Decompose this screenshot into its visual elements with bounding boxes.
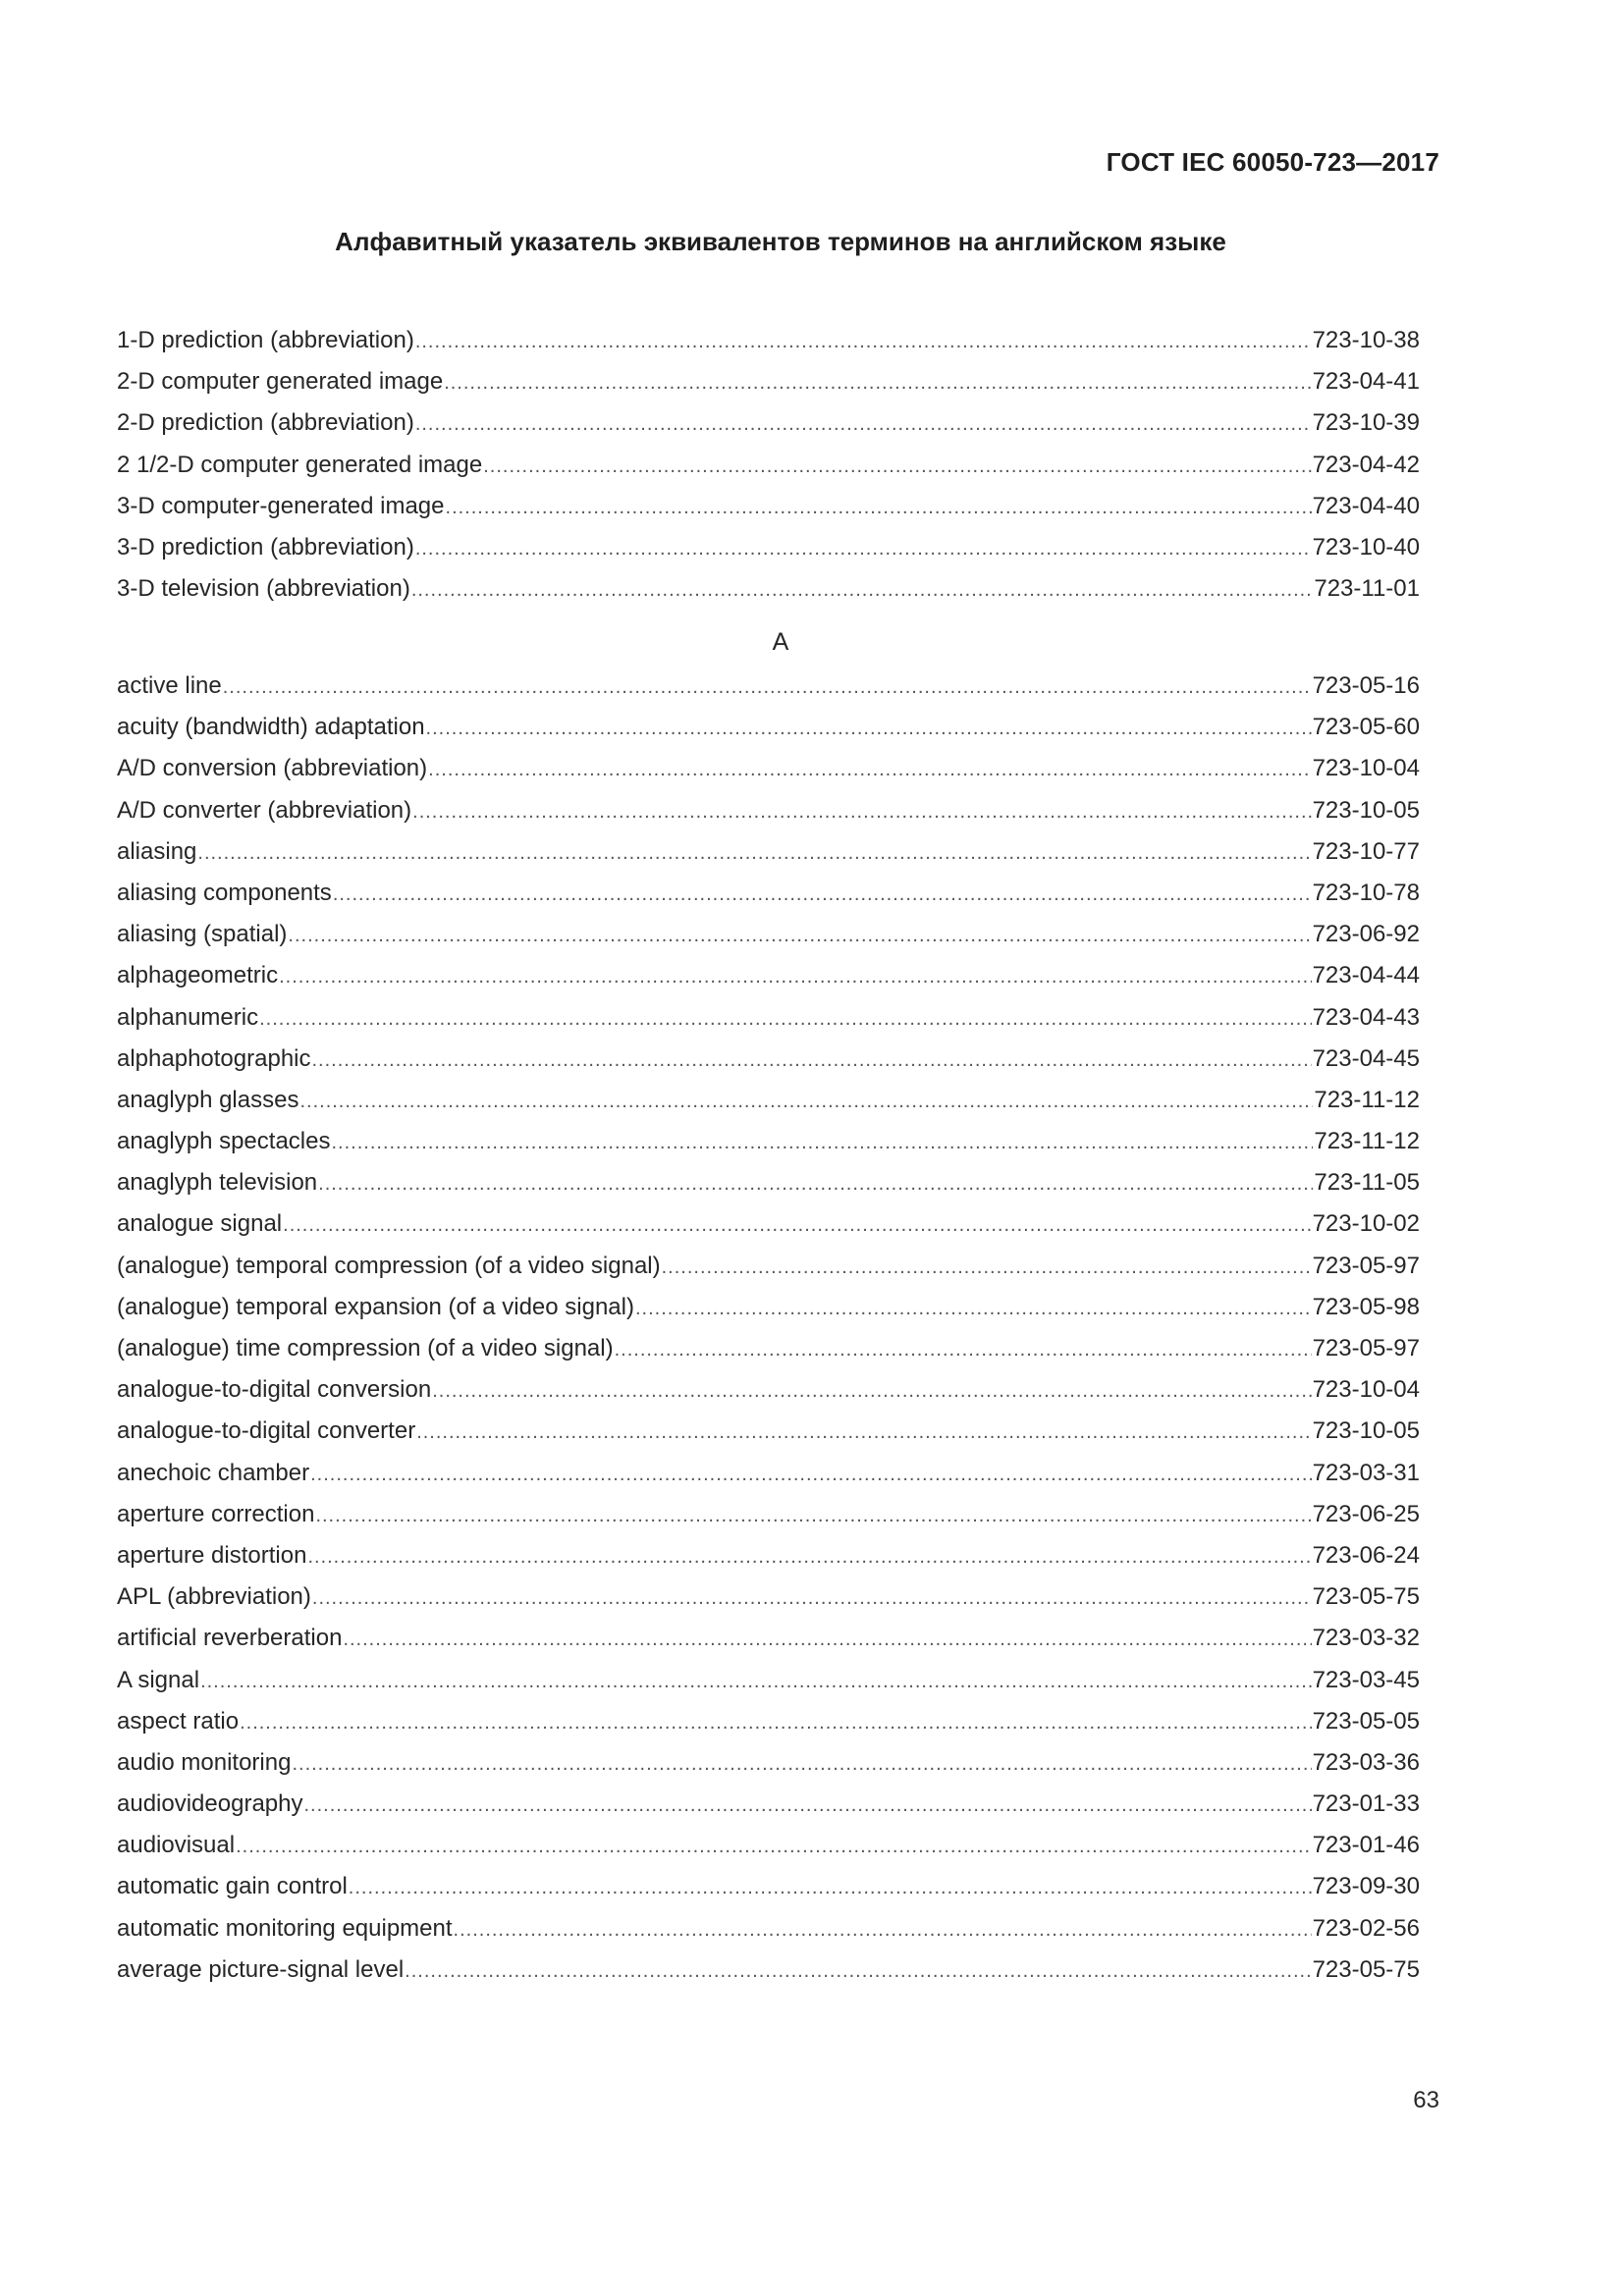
section-letter-a: A [772,628,789,656]
entry-term: 2-D prediction (abbreviation) [117,409,414,437]
entry-reference-number: 723-10-40 [1312,533,1420,561]
index-entry [117,1701,1420,1742]
index-entry [117,527,1420,568]
entry-term: alphanumeric [117,1003,259,1031]
entry-reference-number: 723-04-44 [1312,962,1420,989]
dot-leader [307,1536,1311,1577]
dot-leader [279,956,1311,997]
dot-leader [454,1909,1312,1950]
entry-reference-number: 723-03-45 [1312,1666,1420,1693]
dot-leader [310,1454,1311,1495]
dot-leader [315,1495,1311,1536]
entry-term: audiovisual [117,1832,236,1859]
entry-reference-number: 723-05-98 [1312,1293,1420,1320]
entry-term: 3-D computer-generated image [117,492,445,519]
index-entry [117,568,1420,610]
entry-reference-number: 723-04-43 [1312,1003,1420,1031]
entry-term: aspect ratio [117,1707,240,1735]
section-a-entries-list [117,666,1420,1991]
entry-reference-number: 723-10-02 [1312,1210,1420,1238]
index-entry [117,914,1420,955]
entry-term: acuity (bandwidth) adaptation [117,714,425,741]
dot-leader [259,998,1311,1040]
entry-reference-number: 723-03-36 [1312,1748,1420,1776]
dot-leader [318,1163,1313,1204]
entry-term: audio monitoring [117,1748,292,1776]
dot-leader [343,1619,1311,1660]
entry-reference-number: 723-06-25 [1312,1500,1420,1527]
entry-reference-number: 723-05-97 [1312,1252,1420,1279]
dot-leader [415,321,1312,362]
index-title: Алфавитный указатель эквивалентов терминов на английском языке [335,227,1226,256]
index-entry [117,666,1420,707]
index-entry [117,1411,1420,1452]
dot-leader [223,667,1312,708]
index-entry [117,1784,1420,1825]
dot-leader [312,1040,1312,1081]
dot-leader [444,362,1311,403]
dot-leader [283,1204,1311,1246]
entry-reference-number: 723-10-04 [1312,1376,1420,1404]
index-entry [117,486,1420,527]
entry-term: active line [117,672,222,699]
index-entry [117,1660,1420,1701]
dot-leader [197,832,1311,874]
entry-term: alphaphotographic [117,1044,311,1072]
index-entry [117,1908,1420,1949]
entry-term: analogue signal [117,1210,283,1238]
dot-leader [303,1785,1311,1826]
entry-term: (analogue) temporal compression (of a video signal) [117,1252,661,1279]
dot-leader [416,1412,1311,1453]
entry-reference-number: 723-05-16 [1312,672,1420,699]
index-entry [117,1039,1420,1080]
entry-term: anaglyph spectacles [117,1128,331,1155]
entry-term: 2 1/2-D computer generated image [117,451,483,478]
entry-term: average picture-signal level [117,1955,405,1983]
entry-term: (analogue) time compression (of a video signal) [117,1335,614,1362]
entry-term: A/D conversion (abbreviation) [117,755,428,782]
entry-term: anechoic chamber [117,1459,310,1486]
entry-term: aperture correction [117,1500,315,1527]
entry-reference-number: 723-06-92 [1312,921,1420,948]
entry-term: A/D converter (abbreviation) [117,796,412,824]
document-code: ГОСТ IEC 60050-723—2017 [1106,147,1439,177]
dot-leader [292,1743,1311,1785]
entry-term: aliasing components [117,879,332,906]
index-entry [117,1369,1420,1411]
entry-reference-number: 723-11-12 [1314,1086,1420,1113]
dot-leader [333,874,1312,915]
dot-leader [331,1122,1313,1163]
entry-reference-number: 723-05-75 [1312,1955,1420,1983]
dot-leader [483,446,1311,487]
numeric-entries-list [117,320,1420,610]
entry-reference-number: 723-10-04 [1312,755,1420,782]
dot-leader [635,1288,1312,1329]
entry-reference-number: 723-10-78 [1312,879,1420,906]
entry-reference-number: 723-11-12 [1314,1128,1420,1155]
entry-term: aliasing (spatial) [117,921,288,948]
entry-term: APL (abbreviation) [117,1583,311,1611]
entry-term: 3-D television (abbreviation) [117,575,410,603]
entry-term: 1-D prediction (abbreviation) [117,327,414,353]
entry-term: aperture distortion [117,1541,307,1569]
dot-leader [428,749,1311,790]
index-entry [117,1825,1420,1866]
dot-leader [288,915,1311,956]
dot-leader [312,1577,1312,1619]
index-entry [117,445,1420,486]
entry-reference-number: 723-01-46 [1312,1832,1420,1859]
entry-reference-number: 723-05-05 [1312,1707,1420,1735]
entry-term: automatic monitoring equipment [117,1914,453,1942]
dot-leader [412,791,1311,832]
entry-reference-number: 723-09-30 [1312,1873,1420,1900]
index-entry [117,1162,1420,1203]
entry-reference-number: 723-04-45 [1312,1044,1420,1072]
entry-term: 3-D prediction (abbreviation) [117,533,414,561]
index-entry [117,1576,1420,1618]
index-entry [117,1121,1420,1162]
index-entry [117,402,1420,444]
entry-reference-number: 723-10-05 [1312,796,1420,824]
dot-leader [426,708,1312,749]
entry-reference-number: 723-11-01 [1314,575,1420,603]
entry-term: automatic gain control [117,1873,348,1900]
entry-term: aliasing [117,837,197,865]
dot-leader [446,487,1312,528]
entry-term: analogue-to-digital converter [117,1417,416,1445]
dot-leader [432,1370,1311,1412]
index-entry [117,1328,1420,1369]
entry-reference-number: 723-10-77 [1312,837,1420,865]
entry-reference-number: 723-11-05 [1314,1169,1420,1197]
entry-reference-number: 723-02-56 [1312,1914,1420,1942]
dot-leader [240,1702,1312,1743]
dot-leader [615,1329,1312,1370]
index-entry [117,1453,1420,1494]
page-number: 63 [1413,2087,1439,2113]
index-entry [117,1618,1420,1659]
entry-reference-number: 723-04-41 [1312,368,1420,396]
entry-reference-number: 723-10-39 [1312,409,1420,437]
dot-leader [662,1247,1312,1288]
index-entry [117,1742,1420,1784]
entry-term: anaglyph television [117,1169,318,1197]
dot-leader [411,569,1314,611]
index-entry [117,707,1420,748]
entry-term: (analogue) temporal expansion (of a video signal) [117,1293,634,1320]
entry-reference-number: 723-03-31 [1312,1459,1420,1486]
entry-reference-number: 723-04-42 [1312,451,1420,478]
dot-leader [415,528,1312,569]
entry-reference-number: 723-10-05 [1312,1417,1420,1445]
entry-term: artificial reverberation [117,1625,343,1652]
entry-term: 2-D computer generated image [117,368,444,396]
entry-term: alphageometric [117,962,279,989]
dot-leader [415,403,1312,445]
index-entry [117,1494,1420,1535]
index-entry [117,1246,1420,1287]
dot-leader [405,1950,1311,1992]
index-entry [117,1535,1420,1576]
entry-term: A signal [117,1666,200,1693]
entry-reference-number: 723-05-97 [1312,1335,1420,1362]
index-entry [117,873,1420,914]
entry-term: anaglyph glasses [117,1086,299,1113]
index-entry [117,1866,1420,1907]
entry-reference-number: 723-01-33 [1312,1790,1420,1818]
index-entry [117,1949,1420,1991]
index-entry [117,361,1420,402]
dot-leader [236,1826,1311,1867]
index-entry [117,831,1420,873]
entry-reference-number: 723-04-40 [1312,492,1420,519]
index-entry [117,1203,1420,1245]
entry-term: analogue-to-digital conversion [117,1376,432,1404]
entry-reference-number: 723-05-75 [1312,1583,1420,1611]
entry-term: audiovideography [117,1790,303,1818]
index-entry [117,1080,1420,1121]
entry-reference-number: 723-03-32 [1312,1625,1420,1652]
index-entry [117,1287,1420,1328]
index-entry [117,955,1420,996]
dot-leader [299,1081,1313,1122]
index-entry [117,790,1420,831]
entry-reference-number: 723-10-38 [1312,327,1420,353]
dot-leader [200,1661,1312,1702]
index-entry [117,997,1420,1039]
entry-reference-number: 723-05-60 [1312,714,1420,741]
index-entry [117,748,1420,789]
entry-reference-number: 723-06-24 [1312,1541,1420,1569]
dot-leader [349,1867,1312,1908]
index-entry [117,320,1420,361]
